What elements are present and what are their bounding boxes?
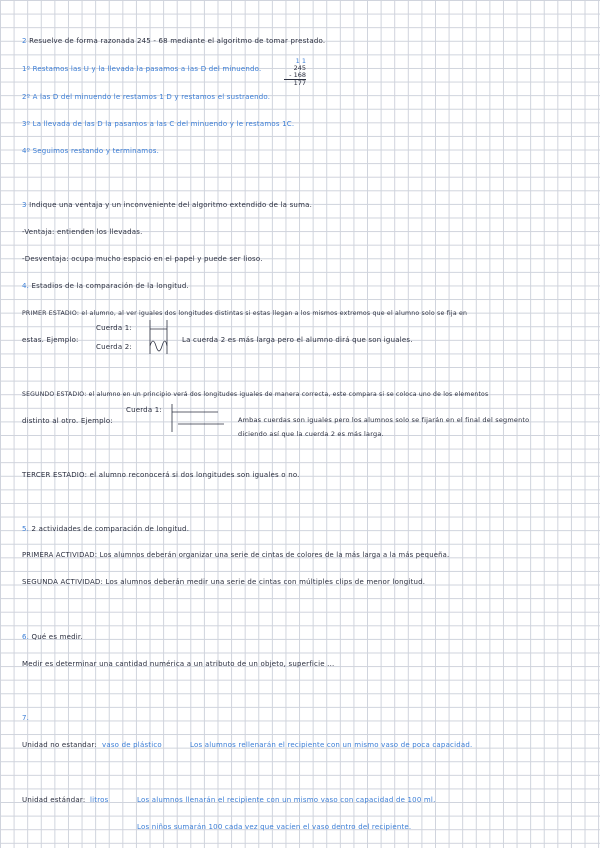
q4-tercer [22, 471, 300, 480]
q2-step-3 [22, 120, 294, 129]
q4-segundo-conclusion2: diciendo así que la cuerda 2 es más larga. [238, 430, 384, 438]
stage-text: el alumno en un principio verá dos longitudes iguales de manera correcta, este compara si se coloca uno de los elementos [88, 391, 489, 398]
q5-activity-2 [22, 578, 425, 587]
step-text: Restamos las U y la llevada la pasamos a las D del minuendo. [32, 65, 262, 73]
q4-number: 4. [22, 282, 30, 290]
borrow-marks: 1 1 [295, 57, 306, 65]
q2-step-2 [22, 93, 270, 102]
q4-segundo-line1 [22, 390, 488, 399]
cuerda-1-label-2: Cuerda 1: [126, 406, 162, 414]
subtraction-work [272, 58, 306, 87]
q4-heading [22, 282, 189, 291]
q7-non-standard-unit: vaso de plástico [102, 741, 162, 749]
step-text: A las D del minuendo le restamos 1 D y restamos el sustraendo. [32, 93, 271, 101]
step-number: 3º [22, 120, 31, 128]
step-text: La llevada de las D la pasamos a las C del minuendo y le restamos 1C. [32, 120, 295, 128]
q7-number: 7. [22, 714, 30, 722]
desventaja-text: ocupa mucho espacio en el papel y puede ser lioso. [71, 255, 263, 263]
q4-primer-line1 [22, 309, 467, 318]
stage-label: SEGUNDO ESTADIO: [22, 391, 87, 398]
q4-primer-conclusion: La cuerda 2 es más larga pero el alumno dirá que son iguales. [182, 336, 413, 344]
q5-number: 5. [22, 525, 30, 533]
q2-step-1 [22, 65, 261, 74]
q5-activity-1 [22, 551, 449, 560]
cuerda-1-label: Cuerda 1: [96, 324, 132, 332]
stage-text: el alumno reconocerá si dos longitudes son iguales o no. [89, 471, 300, 479]
q6-heading [22, 633, 83, 642]
q7-standard-unit: litros [90, 796, 109, 804]
q6-number: 6. [22, 633, 30, 641]
q3-heading [22, 201, 312, 210]
q3-ventaja [22, 228, 143, 237]
q4-question: Estadios de la comparación de la longitud. [31, 282, 189, 290]
q4-segundo-conclusion1: Ambas cuerdas son iguales pero los alumnos solo se fijarán en el final del segmento [238, 416, 530, 424]
q5-heading [22, 525, 189, 534]
q2-heading [22, 37, 325, 46]
step-text: Seguimos restando y terminamos. [32, 147, 160, 155]
step-number: 2º [22, 93, 31, 101]
stage-text: el alumno, al ver iguales dos longitudes distintas si estas llegan a los mismos extremos que el alumno solo se fija en [81, 310, 468, 317]
q4-primer-line2: estas. Ejemplo: [22, 336, 79, 344]
string-comparison-drawing [125, 320, 175, 360]
stage-label: TERCER ESTADIO: [22, 471, 88, 479]
step-number: 4º [22, 147, 31, 155]
q3-number: 3 [22, 201, 27, 209]
result: 177 [293, 79, 306, 87]
minuend: 245 [293, 64, 306, 72]
q2-question: Resuelve de forma razonada 245 - 68 mediante el algoritmo de tomar prestado. [29, 37, 326, 45]
activity-label: PRIMERA ACTIVIDAD: [22, 551, 98, 559]
q2-step-4 [22, 147, 159, 156]
ventaja-text: entienden los llevadas. [56, 228, 143, 236]
wavy-string [150, 341, 167, 351]
q5-question: 2 actividades de comparación de longitud. [31, 525, 190, 533]
shifted-strings-drawing [160, 404, 230, 434]
q7-standard-text2: Los niños sumarán 100 cada vez que vacíen el vaso dentro del recipiente. [137, 823, 412, 831]
ventaja-label: -Ventaja: [22, 228, 55, 236]
q6-question: Qué es medir. [31, 633, 83, 641]
subtrahend: - 168 [289, 71, 306, 79]
q6-answer: Medir es determinar una cantidad numérica a un atributo de un objeto, superficie ... [22, 660, 335, 668]
q4-segundo-line2: distinto al otro. Ejemplo: [22, 417, 113, 425]
activity-text: Los alumnos deberán medir una serie de cintas con múltiples clips de menor longitud. [105, 578, 426, 586]
desventaja-label: -Desventaja: [22, 255, 69, 263]
q2-number: 2 [22, 37, 27, 45]
activity-text: Los alumnos deberán organizar una serie de cintas de colores de la más larga a la más pequeña. [99, 551, 450, 559]
q7-standard-label: Unidad estándar: [22, 796, 86, 804]
stage-label: PRIMER ESTADIO: [22, 310, 80, 317]
q7-standard-text1: Los alumnos llenarán el recipiente con un mismo vaso con capacidad de 100 ml. [137, 796, 436, 804]
cuerda-2-label: Cuerda 2: [96, 343, 132, 351]
activity-label: SEGUNDA ACTIVIDAD: [22, 578, 104, 586]
q3-question: Indique una ventaja y un inconveniente del algoritmo extendido de la suma. [29, 201, 313, 209]
step-number: 1º [22, 65, 31, 73]
q3-desventaja [22, 255, 263, 264]
q7-non-standard-label: Unidad no estandar: [22, 741, 97, 749]
q7-non-standard-text: Los alumnos rellenarán el recipiente con un mismo vaso de poca capacidad. [190, 741, 473, 749]
